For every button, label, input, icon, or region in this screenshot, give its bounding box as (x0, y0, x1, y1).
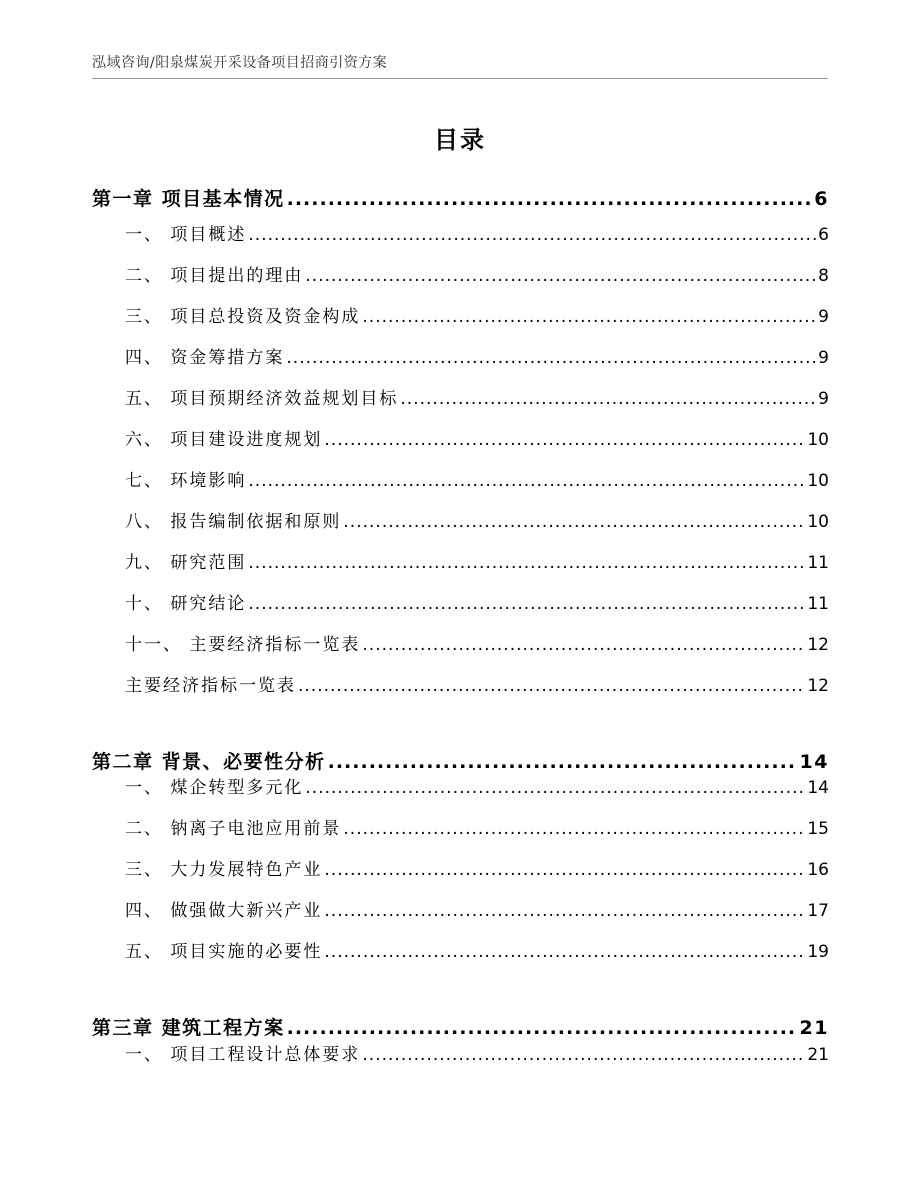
toc-entry-label: 一、 项目概述 (125, 225, 247, 245)
toc-entry[interactable] (125, 548, 829, 573)
toc-entry-page: 12 (807, 635, 829, 655)
toc-entry[interactable] (125, 425, 829, 450)
toc-leader-dots (286, 348, 816, 368)
toc-entry[interactable] (125, 855, 829, 880)
toc-entry-page: 16 (807, 860, 829, 880)
toc-entry[interactable] (125, 261, 829, 286)
toc-entry-label: 第三章 建筑工程方案 (92, 1017, 285, 1039)
toc-entry-chapter-3[interactable] (92, 1013, 829, 1040)
toc-entry-page: 9 (818, 307, 829, 327)
toc-leader-dots (305, 266, 816, 286)
toc-entry-page: 11 (807, 553, 829, 573)
toc-entry-page: 9 (818, 348, 829, 368)
toc-entry-chapter-1[interactable] (92, 184, 829, 211)
toc-entry[interactable] (125, 937, 829, 962)
toc-leader-dots (248, 225, 816, 245)
toc-entry-label: 四、 做强做大新兴产业 (125, 901, 323, 921)
toc-title: 目录 (434, 126, 486, 154)
toc-entry[interactable] (125, 589, 829, 614)
toc-entry-page: 12 (807, 676, 829, 696)
toc-entry-label: 第二章 背景、必要性分析 (92, 751, 326, 773)
toc-entry-label: 四、 资金筹措方案 (125, 348, 285, 368)
toc-entry[interactable] (125, 1040, 829, 1065)
toc-entry-page: 10 (807, 471, 829, 491)
toc-entry-label: 七、 环境影响 (125, 471, 247, 491)
toc-entry-label: 六、 项目建设进度规划 (125, 430, 323, 450)
toc-leader-dots (362, 635, 805, 655)
toc-entry-label: 十、 研究结论 (125, 594, 247, 614)
toc-entry-label: 二、 钠离子电池应用前景 (125, 819, 342, 839)
toc-entry-page: 17 (807, 901, 829, 921)
toc-entry-page: 21 (799, 1017, 829, 1039)
toc-entry-label: 十一、 主要经济指标一览表 (125, 635, 361, 655)
toc-entry[interactable] (125, 466, 829, 491)
toc-leader-dots (287, 188, 813, 210)
toc-leader-dots (248, 594, 805, 614)
toc-entry[interactable] (125, 343, 829, 368)
toc-leader-dots (287, 1017, 798, 1039)
toc-entry-page: 15 (807, 819, 829, 839)
toc-leader-dots (362, 1045, 805, 1065)
toc-entry-page: 14 (807, 778, 829, 798)
toc-leader-dots (343, 512, 805, 532)
toc-leader-dots (248, 553, 805, 573)
toc-entry-chapter-2[interactable] (92, 747, 829, 774)
toc-entry-page: 8 (818, 266, 829, 286)
toc-entry-page: 14 (799, 751, 829, 773)
toc-leader-dots (324, 901, 805, 921)
toc-entry-label: 一、 煤企转型多元化 (125, 778, 304, 798)
toc-leader-dots (362, 307, 816, 327)
running-header: 泓域咨询/阳泉煤炭开采设备项目招商引资方案 (92, 55, 388, 71)
toc-entry-label: 九、 研究范围 (125, 553, 247, 573)
toc-entry[interactable] (125, 814, 829, 839)
toc-entry-label: 八、 报告编制依据和原则 (125, 512, 342, 532)
toc-entry-label: 三、 大力发展特色产业 (125, 860, 323, 880)
toc-entry-page: 21 (807, 1045, 829, 1065)
toc-entry[interactable] (125, 896, 829, 921)
toc-entry[interactable] (125, 302, 829, 327)
toc-entry-label: 五、 项目预期经济效益规划目标 (125, 389, 399, 409)
toc-entry-page: 9 (818, 389, 829, 409)
toc-entry-label: 一、 项目工程设计总体要求 (125, 1045, 361, 1065)
toc-leader-dots (305, 778, 805, 798)
toc-entry-page: 11 (807, 594, 829, 614)
toc-leader-dots (324, 430, 805, 450)
toc-entry-label: 第一章 项目基本情况 (92, 188, 285, 210)
toc-entry-page: 19 (807, 942, 829, 962)
toc-leader-dots (298, 676, 805, 696)
toc-leader-dots (400, 389, 816, 409)
toc-leader-dots (248, 471, 805, 491)
toc-entry-page: 6 (814, 188, 829, 210)
toc-leader-dots (343, 819, 805, 839)
toc-entry-label: 主要经济指标一览表 (125, 676, 296, 696)
toc-entry-page: 6 (818, 225, 829, 245)
toc-entry-page: 10 (807, 430, 829, 450)
toc-entry-label: 二、 项目提出的理由 (125, 266, 304, 286)
toc-entry-page: 10 (807, 512, 829, 532)
toc-entry-label: 五、 项目实施的必要性 (125, 942, 323, 962)
toc-entry-label: 三、 项目总投资及资金构成 (125, 307, 361, 327)
header-divider (92, 78, 828, 79)
toc-leader-dots (324, 860, 805, 880)
toc-entry[interactable] (125, 220, 829, 245)
toc-leader-dots (328, 751, 798, 773)
toc-entry[interactable] (125, 671, 829, 696)
toc-entry[interactable] (125, 384, 829, 409)
toc-leader-dots (324, 942, 805, 962)
toc-entry[interactable] (125, 507, 829, 532)
toc-entry[interactable] (125, 630, 829, 655)
toc-entry[interactable] (125, 773, 829, 798)
